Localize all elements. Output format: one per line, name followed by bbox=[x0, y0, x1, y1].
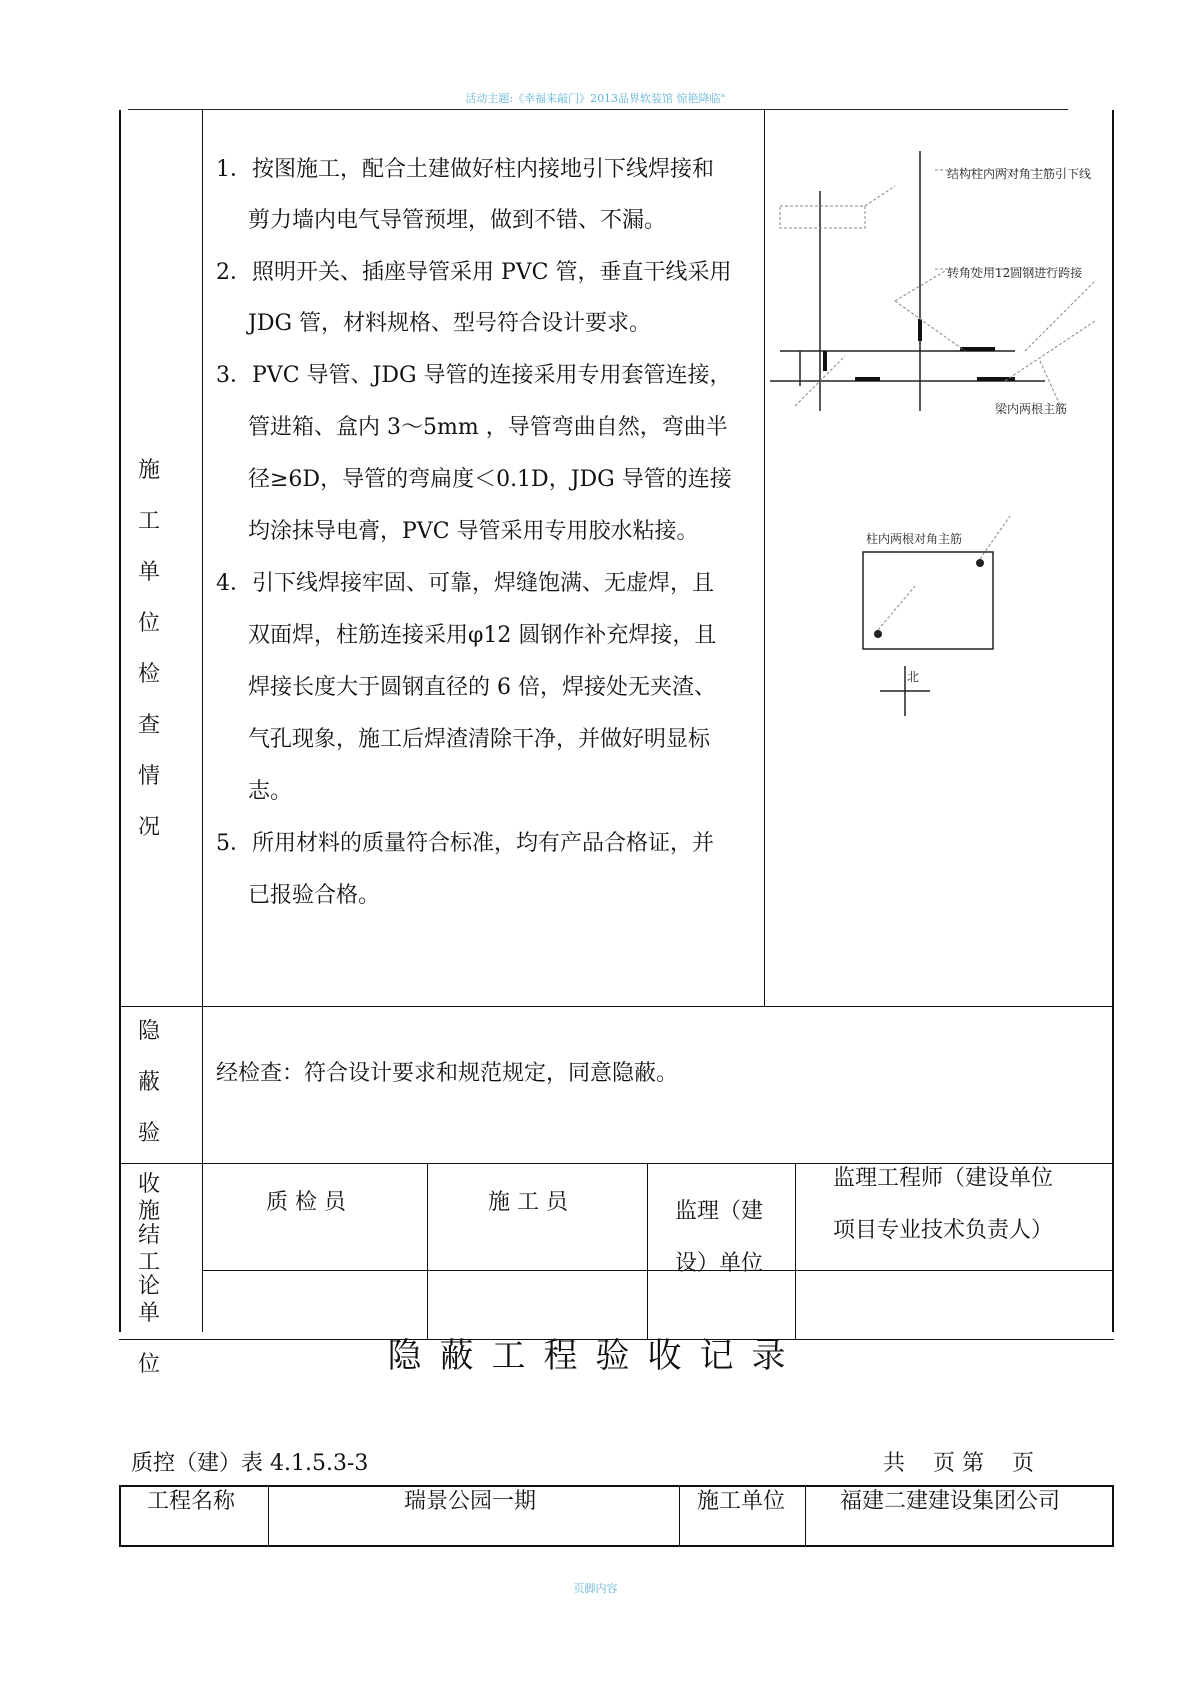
sketch-label-column: 柱内两根对角主筋 bbox=[866, 532, 963, 546]
project-name-value: 瑞景公园一期 bbox=[404, 1489, 537, 1514]
engineer-label-line-1: 监理工程师（建设单位 bbox=[833, 1166, 1054, 1191]
item-1-line-2: 剪力墙内电气导管预埋，做到不错、不漏。 bbox=[248, 208, 667, 233]
conclusion-text: 经检查：符合设计要求和规范规定，同意隐蔽。 bbox=[216, 1061, 679, 1086]
sketch-label-middle: 转角处用12圆钢进行跨接 bbox=[947, 266, 1083, 280]
sketch-label-top: 结构柱内两对角主筋引下线 bbox=[947, 167, 1092, 181]
item-5-line-1: 5．所用材料的质量符合标准，均有产品合格证，并 bbox=[216, 831, 714, 856]
page-header-text: 活动主题:《幸福来敲门》2013品界软装馆 惊艳降临" bbox=[465, 92, 726, 105]
item-4-line-2: 双面焊，柱筋连接采用φ12 圆钢作补充焊接，且 bbox=[248, 623, 717, 648]
supervision-label-line-1: 监理（建 bbox=[675, 1199, 764, 1224]
item-5-line-2: 已报验合格。 bbox=[248, 883, 381, 908]
project-name-label: 工程名称 bbox=[147, 1489, 236, 1514]
grounding-sketch bbox=[765, 111, 1111, 1006]
item-4-line-3: 焊接长度大于圆钢直径的 6 倍，焊接处无夹渣、 bbox=[248, 675, 716, 700]
form-code: 质控（建）表 4.1.5.3-3 bbox=[131, 1451, 369, 1476]
constructor-label: 施 工 员 bbox=[488, 1190, 568, 1215]
sketch-label-beam: 梁内两根主筋 bbox=[995, 402, 1068, 416]
item-1-line-1: 1．按图施工，配合土建做好柱内接地引下线焊接和 bbox=[216, 157, 714, 182]
construction-unit-label: 施工单位 bbox=[697, 1489, 786, 1514]
page-info: 共 页 第 页 bbox=[883, 1451, 1034, 1476]
item-2-line-1: 2．照明开关、插座导管采用 PVC 管，垂直干线采用 bbox=[216, 260, 732, 285]
item-4-line-5: 志。 bbox=[248, 779, 293, 804]
supervision-label-line-2: 设）单位 bbox=[675, 1251, 764, 1276]
conclusion-label: 隐蔽 验收 结论 bbox=[138, 1019, 161, 1299]
item-3-line-3: 径≥6D，导管的弯扁度＜0.1D，JDG 导管的连接 bbox=[248, 467, 732, 492]
item-3-line-2: 管进箱、盒内 3～5mm ，导管弯曲自然，弯曲半 bbox=[248, 415, 728, 440]
construction-unit-value: 福建二建建设集团公司 bbox=[840, 1489, 1061, 1514]
page-title: 隐蔽工程验收记录 bbox=[387, 1336, 804, 1376]
sketch-label-north: 北 bbox=[907, 670, 920, 684]
item-4-line-1: 4．引下线焊接牢固、可靠，焊缝饱满、无虚焊，且 bbox=[216, 571, 714, 596]
item-4-line-4: 气孔现象，施工后焊渣清除干净，并做好明显标 bbox=[248, 727, 711, 752]
item-2-line-2: JDG 管，材料规格、型号符合设计要求。 bbox=[248, 311, 652, 336]
inspector-label: 质 检 员 bbox=[266, 1190, 346, 1215]
signature-unit-label: 施工 单位 bbox=[138, 1199, 161, 1377]
inspection-label: 施工 单位 检查 情况 bbox=[138, 458, 161, 840]
engineer-label-line-2: 项目专业技术负责人） bbox=[833, 1218, 1054, 1243]
item-3-line-1: 3．PVC 导管、JDG 导管的连接采用专用套管连接， bbox=[216, 363, 732, 388]
header-rule bbox=[128, 109, 1068, 110]
page-footer-text: 页脚内容 bbox=[573, 1582, 618, 1595]
item-3-line-4: 均涂抹导电膏，PVC 导管采用专用胶水粘接。 bbox=[248, 519, 699, 544]
